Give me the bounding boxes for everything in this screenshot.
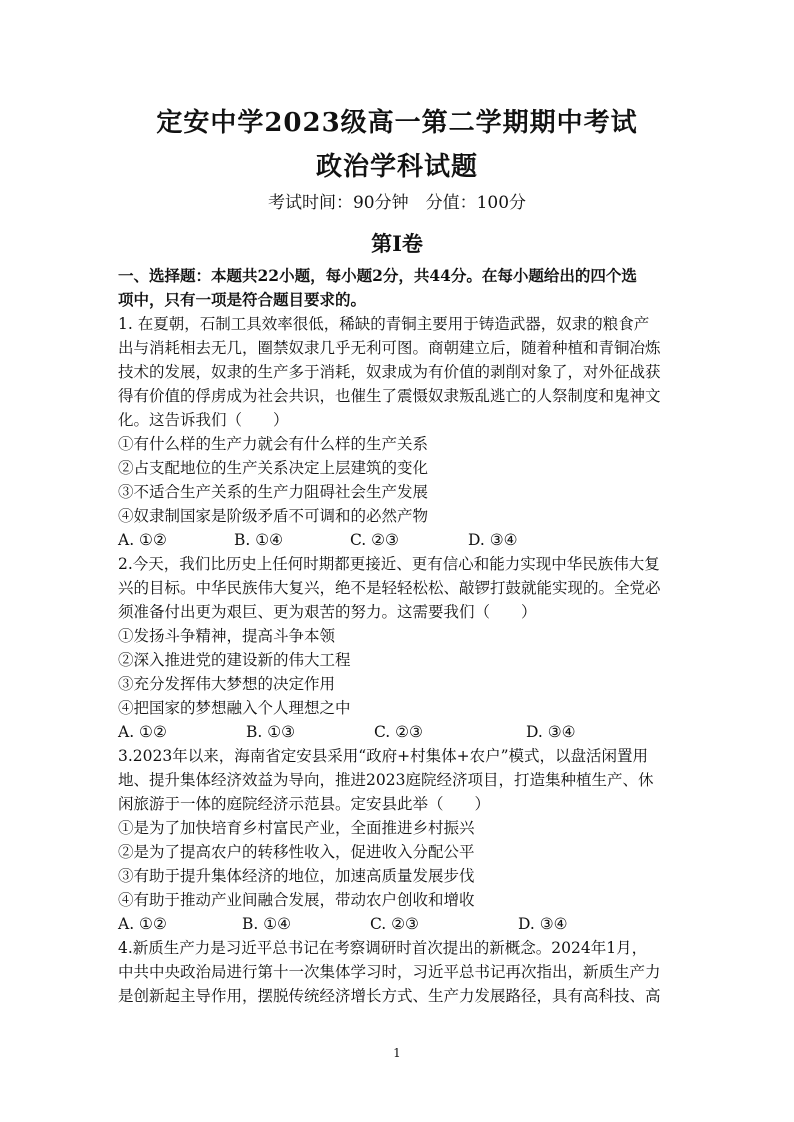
- question-stem-line: 1. 在夏朝，石制工具效率很低，稀缺的青铜主要用于铸造武器，奴隶的粮食产: [118, 315, 650, 333]
- choice-b: B. ①④: [234, 531, 284, 549]
- question-stem-line: 出与消耗相去无几，圈禁奴隶几乎无利可图。商朝建立后，随着种植和青铜冶炼: [118, 339, 661, 357]
- exam-title: 定安中学2023级高一第二学期期中考试: [156, 108, 638, 138]
- page-number: 1: [393, 1046, 401, 1060]
- statement-option: ①有什么样的生产力就会有什么样的生产关系: [118, 435, 429, 453]
- statement-option: ②深入推进党的建设新的伟大工程: [118, 651, 351, 669]
- statement-option: ④有助于推动产业间融合发展，带动农户创收和增收: [118, 891, 475, 909]
- statement-option: ①发扬斗争精神，提高斗争本领: [118, 627, 336, 645]
- question-2: [118, 552, 678, 744]
- answer-choices: [118, 528, 678, 552]
- choice-a: A. ①②: [118, 531, 167, 549]
- subject-title: 政治学科试题: [315, 152, 478, 182]
- question-stem-line: 闲旅游于一体的庭院经济示范县。定安县此举（ ）: [118, 795, 491, 813]
- statement-option: ①是为了加快培育乡村富民产业，全面推进乡村振兴: [118, 819, 475, 837]
- question-stem-line: 化。这告诉我们（ ）: [118, 411, 289, 429]
- question-stem-line: 2.今天，我们比历史上任何时期都更接近、更有信心和能力实现中华民族伟大复: [118, 555, 660, 573]
- exam-body: [118, 264, 678, 1008]
- statement-option: ④把国家的梦想融入个人理想之中: [118, 699, 351, 717]
- choice-d: D. ③④: [468, 531, 518, 549]
- choice-c: C. ②③: [370, 915, 419, 933]
- question-stem-line: 4.新质生产力是习近平总书记在考察调研时首次提出的新概念。2024年1月，: [118, 939, 648, 957]
- statement-option: ③不适合生产关系的生产力阻碍社会生产发展: [118, 483, 429, 501]
- choice-b: B. ①④: [242, 915, 292, 933]
- question-stem-line: 兴的目标。中华民族伟大复兴，绝不是轻轻松松、敲锣打鼓就能实现的。全党必: [118, 579, 661, 597]
- exam-info: 考试时间：90分钟 分值：100分: [267, 193, 527, 213]
- statement-option: ④奴隶制国家是阶级矛盾不可调和的必然产物: [118, 507, 429, 525]
- statement-option: ②占支配地位的生产关系决定上层建筑的变化: [118, 459, 429, 477]
- statement-option: ③有助于提升集体经济的地位，加速高质量发展步伐: [118, 867, 475, 885]
- section-heading: 一、选择题：本题共22小题，每小题2分，共44分。在每小题给出的四个选: [118, 266, 637, 285]
- question-stem-line: 技术的发展，奴隶的生产多于消耗，奴隶成为有价值的剥削对象了，对外征战获: [118, 363, 661, 381]
- answer-choices: [118, 720, 678, 744]
- question-stem-line: 3.2023年以来，海南省定安县采用“政府+村集体+农户”模式，以盘活闲置用: [118, 747, 649, 765]
- choice-c: C. ②③: [350, 531, 399, 549]
- section-heading: 项中，只有一项是符合题目要求的。: [118, 290, 367, 309]
- question-3: [118, 744, 678, 936]
- volume-heading: 第Ⅰ卷: [371, 231, 423, 256]
- question-stem-line: 中共中央政治局进行第十一次集体学习时，习近平总书记再次指出，新质生产力: [118, 963, 661, 981]
- question-stem-line: 是创新起主导作用，摆脱传统经济增长方式、生产力发展路径，具有高科技、高: [118, 987, 661, 1005]
- choice-c: C. ②③: [374, 723, 423, 741]
- question-stem-line: 得有价值的俘虏成为社会共识，也催生了震慑奴隶叛乱逃亡的人祭制度和鬼神文: [118, 387, 661, 405]
- question-4: [118, 936, 678, 1008]
- choice-b: B. ①③: [246, 723, 296, 741]
- question-1: [118, 312, 678, 552]
- choice-d: D. ③④: [518, 915, 568, 933]
- choice-a: A. ①②: [118, 723, 167, 741]
- answer-choices: [118, 912, 678, 936]
- statement-option: ②是为了提高农户的转移性收入，促进收入分配公平: [118, 843, 475, 861]
- question-stem-line: 地、提升集体经济效益为导向，推进2023庭院经济项目，打造集种植生产、休: [118, 771, 654, 789]
- question-stem-line: 须准备付出更为艰巨、更为艰苦的努力。这需要我们（ ）: [118, 603, 537, 621]
- choice-d: D. ③④: [526, 723, 576, 741]
- choice-a: A. ①②: [118, 915, 167, 933]
- statement-option: ③充分发挥伟大梦想的决定作用: [118, 675, 336, 693]
